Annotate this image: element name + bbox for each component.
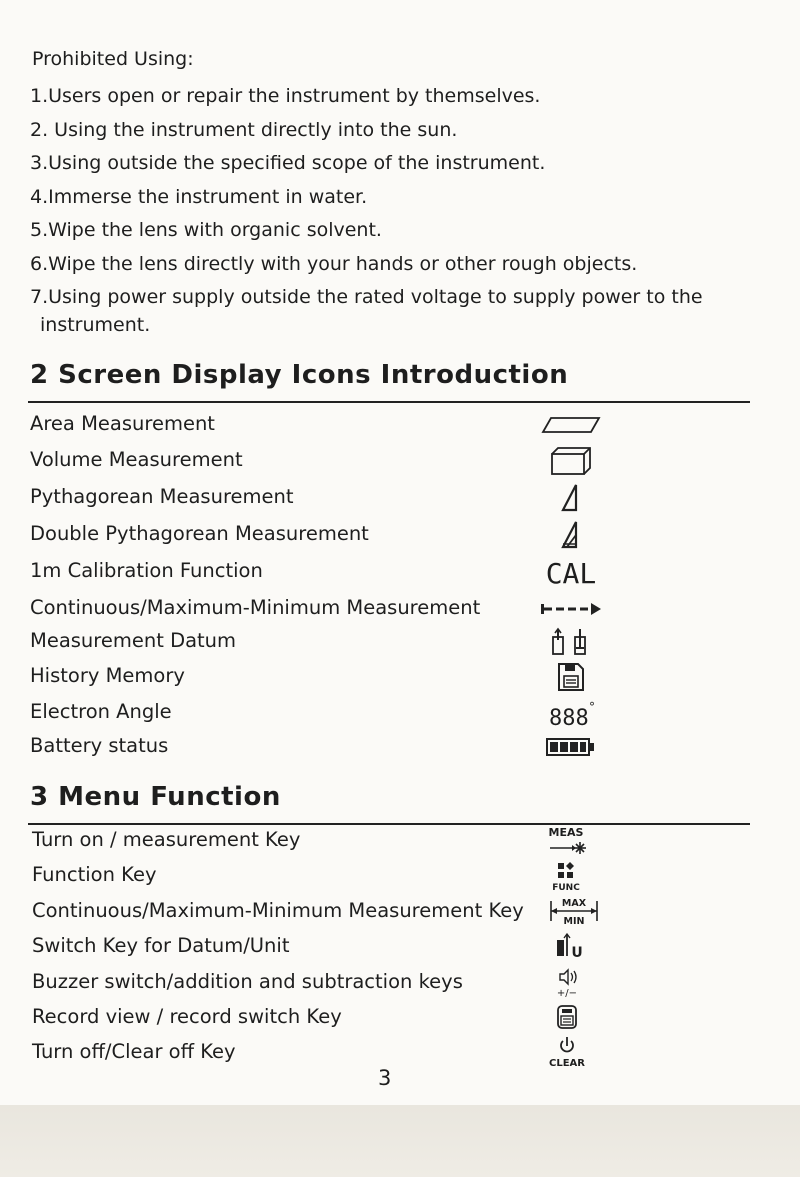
- icon-row-double-pythagorean: [30, 518, 750, 554]
- angle-icon-degree: °: [589, 700, 595, 714]
- continuous-arrow-icon: [535, 592, 607, 626]
- memory-icon: [535, 660, 607, 694]
- datum-unit-key-icon: [535, 928, 597, 964]
- key-row-record: [30, 999, 750, 1035]
- func-key-icon: [535, 857, 597, 893]
- key-row-label: Switch Key for Datum/Unit: [32, 934, 290, 957]
- prohibited-title: Prohibited Using:: [32, 48, 194, 70]
- section-divider: [28, 401, 750, 403]
- icon-row-area: [30, 408, 750, 444]
- list-item: 6.Wipe the lens directly with your hands or other rough objects.: [30, 252, 638, 275]
- section-title-screen-icons: 2 Screen Display Icons Introduction: [30, 360, 569, 390]
- buzzer-key-icon: [535, 964, 597, 1000]
- list-item: 4.Immerse the instrument in water.: [30, 185, 368, 208]
- list-item: 5.Wipe the lens with organic solvent.: [30, 219, 382, 241]
- icon-row-label: Pythagorean Measurement: [30, 485, 294, 508]
- icon-row-pythagorean: [30, 481, 750, 517]
- angle-icon-digits: 888: [549, 706, 589, 729]
- cal-icon-text: CAL: [545, 557, 597, 589]
- section-title-menu: 3 Menu Function: [30, 782, 281, 812]
- meas-key-text: MEAS: [548, 826, 584, 839]
- key-row-label: Turn on / measurement Key: [32, 828, 301, 851]
- icon-row-datum: [30, 625, 750, 661]
- list-item: 3.Using outside the specified scope of the instrument.: [30, 152, 546, 174]
- icon-row-angle: [30, 696, 750, 732]
- icon-row-label: Area Measurement: [30, 412, 215, 435]
- max-min-key-icon: [542, 893, 604, 929]
- max-key-text: MAX: [561, 898, 587, 909]
- clear-key-text: CLEAR: [549, 1058, 585, 1069]
- icon-row-label: Measurement Datum: [30, 629, 237, 652]
- cal-icon: [535, 555, 607, 589]
- icon-row-volume: [30, 444, 750, 480]
- double-pythagorean-icon: [535, 518, 607, 552]
- key-row-power: [30, 1034, 750, 1070]
- volume-icon: [535, 444, 607, 478]
- area-icon: [535, 408, 607, 442]
- key-row-datum-unit: [30, 928, 750, 964]
- angle-icon: [535, 696, 607, 730]
- page-bottom-edge: [0, 1105, 800, 1177]
- key-row-label: Buzzer switch/addition and subtraction keys: [32, 970, 463, 993]
- key-row-label: Record view / record switch Key: [32, 1005, 342, 1028]
- meas-key-icon: [535, 822, 597, 858]
- icon-row-calibration: [30, 555, 750, 591]
- list-item-continuation: instrument.: [40, 314, 151, 336]
- icon-row-label: History Memory: [30, 664, 185, 687]
- icon-row-label: Volume Measurement: [30, 448, 243, 471]
- key-row-label: Continuous/Maximum-Minimum Measurement Key: [32, 899, 524, 922]
- key-row-label: Turn off/Clear off Key: [32, 1040, 236, 1063]
- page-number: 3: [378, 1066, 392, 1090]
- pythagorean-icon: [535, 481, 607, 515]
- icon-row-history: [30, 660, 750, 696]
- icon-row-label: Double Pythagorean Measurement: [30, 522, 369, 545]
- key-row-meas: [30, 822, 750, 858]
- list-item: 2. Using the instrument directly into the sun.: [30, 118, 458, 141]
- func-key-text: FUNC: [552, 883, 580, 893]
- min-key-text: MIN: [563, 916, 585, 927]
- power-clear-key-icon: [535, 1034, 597, 1070]
- icon-row-continuous: [30, 592, 750, 628]
- key-row-label: Function Key: [32, 863, 157, 886]
- plus-minus-text: +/−: [556, 988, 578, 999]
- key-row-func: [30, 857, 750, 893]
- icon-row-label: Battery status: [30, 734, 169, 757]
- icon-row-label: 1m Calibration Function: [30, 559, 263, 582]
- prohibited-list: [30, 80, 750, 315]
- record-key-icon: [535, 999, 597, 1035]
- key-row-max-min: [30, 893, 750, 929]
- list-item: 7.Using power supply outside the rated voltage to supply power to the: [30, 286, 703, 308]
- key-row-buzzer: [30, 964, 750, 1000]
- icon-row-label: Electron Angle: [30, 700, 172, 723]
- battery-icon: [535, 730, 607, 764]
- list-item: 1.Users open or repair the instrument by themselves.: [30, 85, 541, 107]
- unit-key-text: U: [571, 945, 583, 961]
- icon-row-label: Continuous/Maximum-Minimum Measurement: [30, 596, 481, 619]
- datum-icon: [535, 625, 607, 659]
- icon-row-battery: [30, 730, 750, 766]
